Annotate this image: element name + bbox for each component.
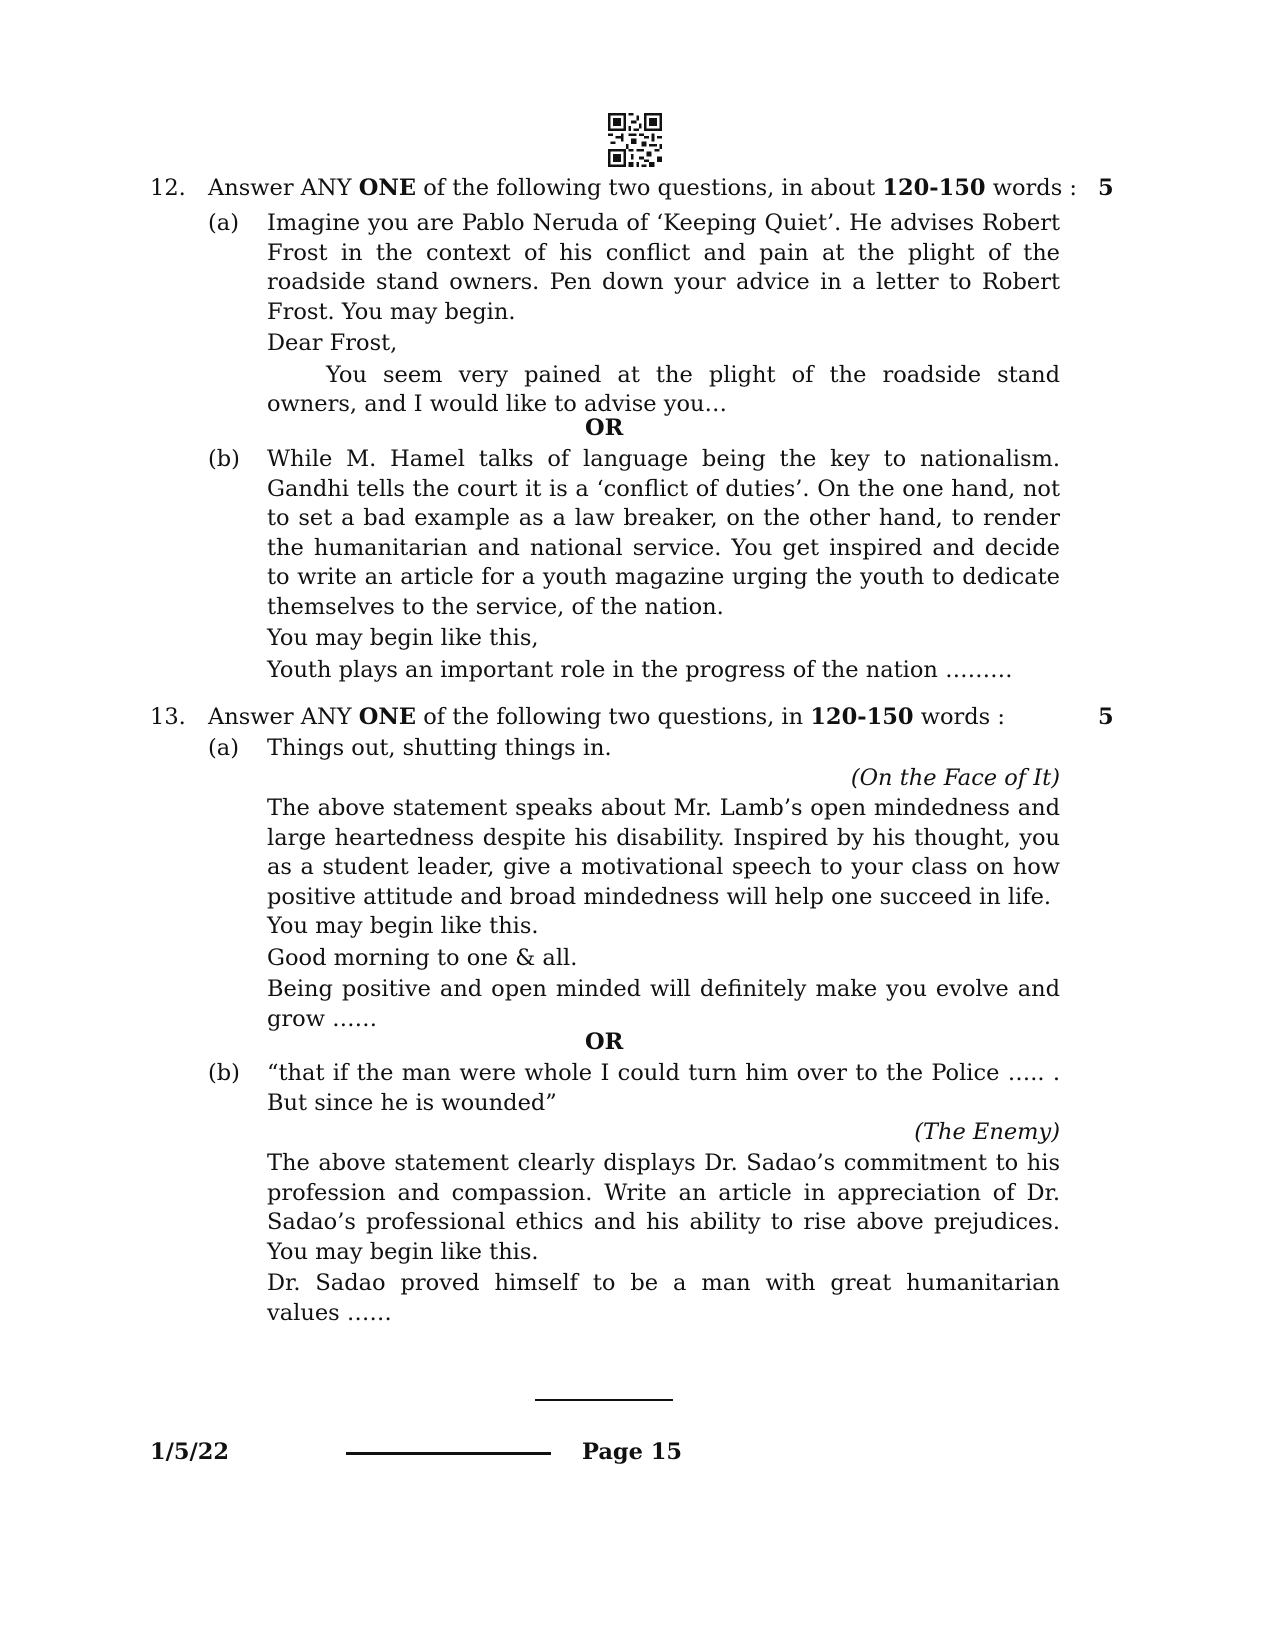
footer-page-number: Page 15 xyxy=(582,1439,683,1465)
question-12b-text: While M. Hamel talks of language being the key to nationalism. Gandhi tells the court it is a ‘conflict of duties’. On the one hand, not to set a bad example as a law breaker, on the other hand, to render the humanitarian and national service. You get inspired and decide to write an article for a youth magazine urging the youth to dedicate themselves to the service, of the nation. xyxy=(267,446,1060,620)
question-13a-label: (a) xyxy=(208,735,239,761)
question-12b-body xyxy=(267,445,1060,685)
question-12a-label: (a) xyxy=(208,210,239,236)
question-13-number: 13. xyxy=(150,704,186,730)
question-13a-source: (On the Face of It) xyxy=(850,765,1060,791)
question-12-or: OR xyxy=(585,415,624,441)
question-12a-body xyxy=(267,209,1060,420)
qr-code-icon xyxy=(608,113,662,167)
letter-salutation: Dear Frost, xyxy=(267,330,398,356)
footer-code: 1/5/22 xyxy=(150,1439,230,1465)
question-13a-greeting: Good morning to one & all. xyxy=(267,944,578,971)
question-13b-source: (The Enemy) xyxy=(914,1119,1060,1145)
question-13a-begin: You may begin like this. xyxy=(267,913,539,939)
question-13b-body xyxy=(267,1149,1060,1328)
question-13b-text: The above statement clearly displays Dr. Sadao’s commitment to his profession and compassion. Write an article in appreciation of Dr. Sadao’s professional ethics and his ability to rise above prejudices. You may begin like this. xyxy=(267,1150,1060,1265)
question-12a-text: Imagine you are Pablo Neruda of ‘Keeping Quiet’. He advises Robert Frost in the context of his conflict and pain at the plight of the roadside stand owners. Pen down your advice in a letter to Robert Frost. You may begin. xyxy=(267,210,1060,325)
question-13b-opening: Dr. Sadao proved himself to be a man with great humanitarian values …… xyxy=(267,1270,1060,1326)
question-13-or: OR xyxy=(585,1029,624,1055)
footer-divider xyxy=(346,1452,551,1455)
question-13a-body xyxy=(267,794,1060,1034)
letter-opening: You seem very pained at the plight of the roadside stand owners, and I would like to advise you… xyxy=(267,361,1060,417)
question-13b-label: (b) xyxy=(208,1060,240,1086)
question-12b-begin: You may begin like this, xyxy=(267,625,539,651)
question-13a-quote: Things out, shutting things in. xyxy=(267,735,612,761)
question-12-number: 12. xyxy=(150,175,186,201)
question-12b-label: (b) xyxy=(208,446,240,472)
question-13a-opening: Being positive and open minded will definitely make you evolve and grow …… xyxy=(267,976,1060,1032)
question-13a-text: The above statement speaks about Mr. Lamb’s open mindedness and large heartedness despite his disability. Inspired by his thought, you as a student leader, give a motivational speech to your class on how positive attitude and broad mindedness will help one succeed in life. xyxy=(267,795,1060,910)
question-13b-quote: “that if the man were whole I could turn him over to the Police ….. . But since he is wounded” xyxy=(267,1060,1060,1116)
question-13-stem: Answer ANY ONE of the following two questions, in 120-150 words : xyxy=(208,704,1005,730)
end-divider xyxy=(535,1399,673,1401)
question-12-stem: Answer ANY ONE of the following two questions, in about 120-150 words : xyxy=(208,175,1077,201)
question-13-marks: 5 xyxy=(1098,704,1114,730)
question-12b-opening: Youth plays an important role in the progress of the nation ……… xyxy=(267,656,1013,683)
question-12-marks: 5 xyxy=(1098,175,1114,201)
